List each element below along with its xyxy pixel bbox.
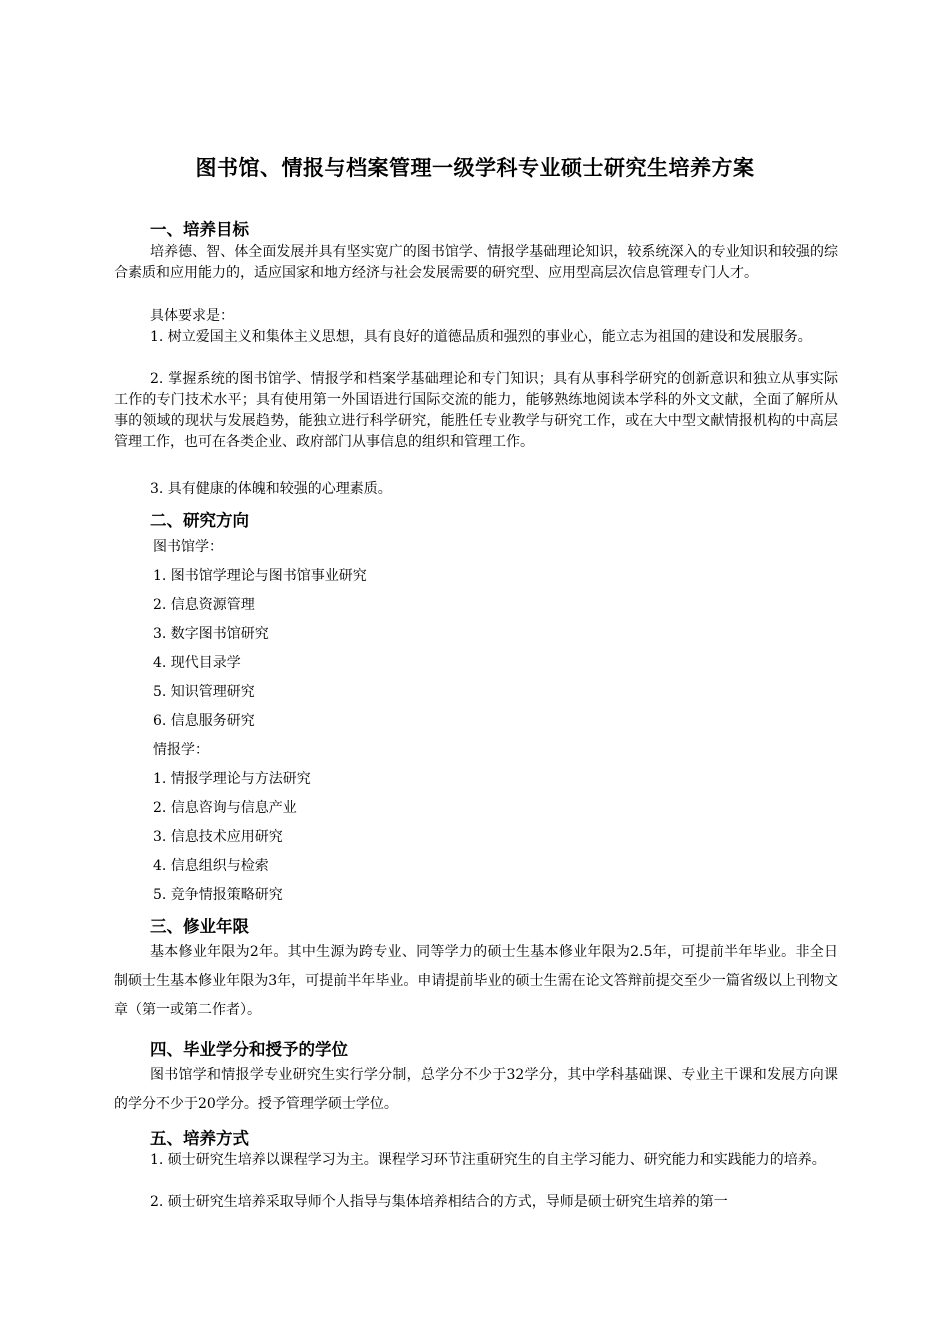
list-item: 4. 信息组织与检索	[153, 858, 269, 874]
list-item: 5. 知识管理研究	[153, 684, 255, 700]
information-science-label: 情报学：	[153, 742, 209, 758]
paragraph-training-goals-intro: 培养德、智、体全面发展并具有坚实宽广的图书馆学、情报学基础理论知识，较系统深入的专业知识和较强的综合素质和应用能力的，适应国家和地方经济与社会发展需要的研究型、应用型高层次信息管理专门人才。	[114, 244, 838, 281]
requirement-2: 2. 掌握系统的图书馆学、情报学和档案学基础理论和专门知识；具有从事科学研究的创新意识和独立从事实际工作的专门技术水平；具有使用第一外国语进行国际交流的能力，能够熟练地阅读本学科的外文文献，全面了解所从事的领域的现状与发展趋势，能独立进行科学研究，能胜任专业教学与研究工作，或在大中型文献情报机构的中高层管理工作，也可在各类企业、政府部门从事信息的组织和管理工作。	[114, 371, 838, 450]
requirement-1: 1. 树立爱国主义和集体主义思想，具有良好的道德品质和强烈的事业心，能立志为祖国的建设和发展服务。	[150, 329, 812, 345]
document-title: 图书馆、情报与档案管理一级学科专业硕士研究生培养方案	[195, 156, 755, 180]
requirement-3: 3. 具有健康的体魄和较强的心理素质。	[150, 481, 392, 497]
paragraph-training-mode-2: 2. 硕士研究生培养采取导师个人指导与集体培养相结合的方式，导师是硕士研究生培养的第一	[150, 1194, 728, 1210]
paragraph-credits-degree: 图书馆学和情报学专业研究生实行学分制，总学分不少于32学分，其中学科基础课、专业主干课和发展方向课的学分不少于20学分。授予管理学硕士学位。	[114, 1067, 838, 1112]
list-item: 2. 信息咨询与信息产业	[153, 800, 297, 816]
list-item: 6. 信息服务研究	[153, 713, 255, 729]
paragraph-training-mode-1: 1. 硕士研究生培养以课程学习为主。课程学习环节注重研究生的自主学习能力、研究能力和实践能力的培养。	[150, 1152, 826, 1168]
section-heading-study-duration: 三、修业年限	[150, 917, 249, 936]
list-item: 1. 图书馆学理论与图书馆事业研究	[153, 568, 367, 584]
list-item: 1. 情报学理论与方法研究	[153, 771, 311, 787]
list-item: 3. 信息技术应用研究	[153, 829, 283, 845]
list-item: 3. 数字图书馆研究	[153, 626, 269, 642]
requirements-label: 具体要求是：	[150, 308, 234, 324]
section-heading-training-mode: 五、培养方式	[150, 1129, 249, 1148]
list-item: 5. 竞争情报策略研究	[153, 887, 283, 903]
paragraph-study-duration: 基本修业年限为2年。其中生源为跨专业、同等学力的硕士生基本修业年限为2.5年，可提前半年毕业。非全日制硕士生基本修业年限为3年，可提前半年毕业。申请提前毕业的硕士生需在论文答辩前提交至少一篇省级以上刊物文章（第一或第二作者）。	[114, 944, 838, 1018]
list-item: 4. 现代目录学	[153, 655, 241, 671]
library-science-label: 图书馆学：	[153, 539, 223, 555]
list-item: 2. 信息资源管理	[153, 597, 255, 613]
section-heading-training-goals: 一、培养目标	[150, 220, 249, 239]
section-heading-research-directions: 二、研究方向	[150, 511, 249, 530]
section-heading-credits-degree: 四、毕业学分和授予的学位	[150, 1040, 348, 1059]
